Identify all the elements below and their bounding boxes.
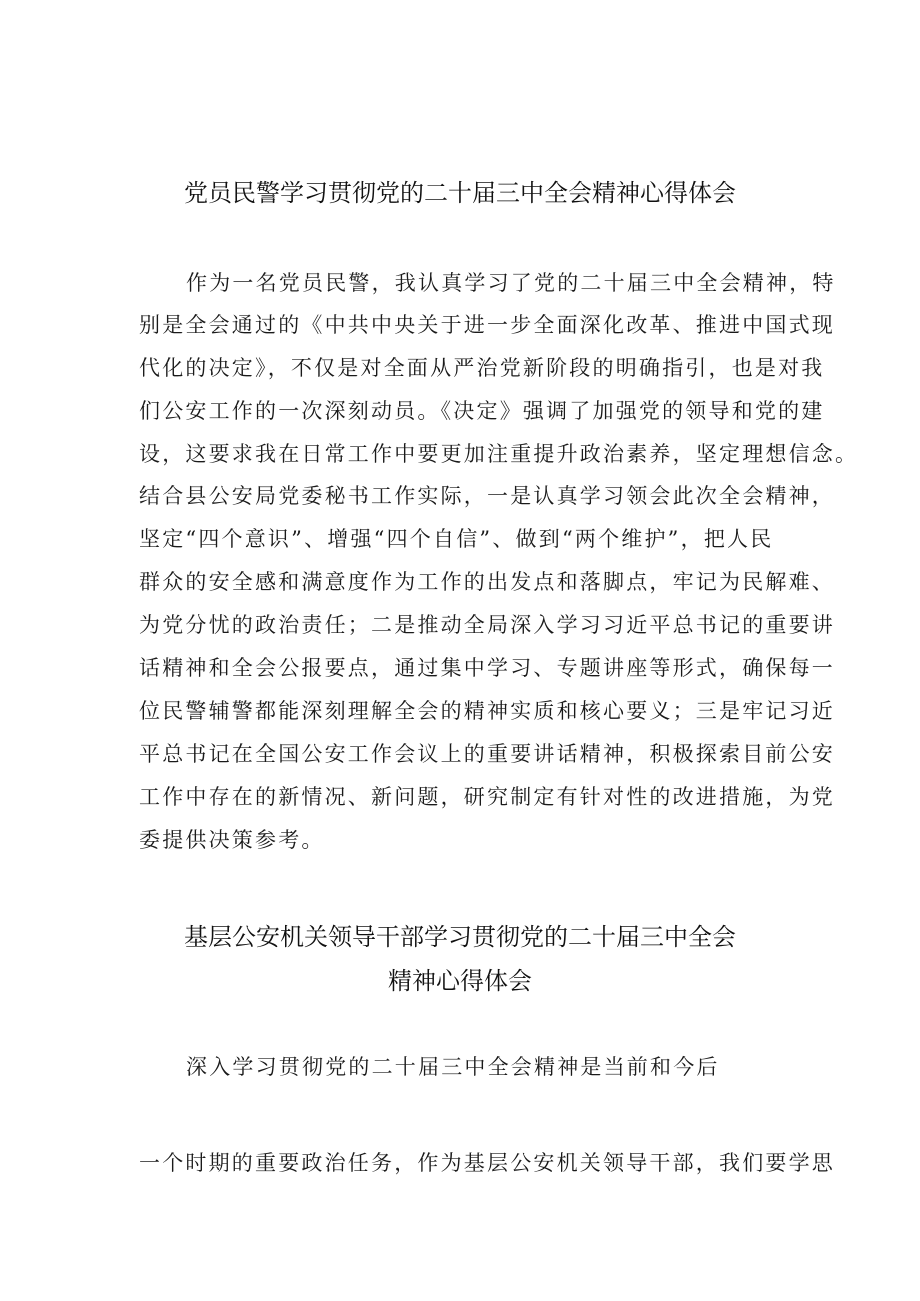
section1-line-1: 作为一名党员民警，我认真学习了党的二十届三中全会精神，特 <box>186 271 836 295</box>
section2-line-2: 一个时期的重要政治任务，作为基层公安机关领导干部，我们要学思 <box>139 1151 835 1175</box>
section1-line-5: 设，这要求我在日常工作中要更加注重提升政治素养，坚定理想信念。 <box>139 442 859 466</box>
section1-line-2: 别是全会通过的《中共中央关于进一步全面深化改革、推进中国式现 <box>139 313 835 337</box>
section1-title: 党员民警学习贯彻党的二十届三中全会精神心得体会 <box>184 179 736 207</box>
section1-line-8: 群众的安全感和满意度作为工作的出发点和落脚点，牢记为民解难、 <box>139 570 835 594</box>
section1-line-13: 工作中存在的新情况、新问题，研究制定有针对性的改进措施，为党 <box>139 785 835 809</box>
section1-line-9: 为党分忧的政治责任；二是推动全局深入学习习近平总书记的重要讲 <box>139 613 835 637</box>
section1-line-7: 坚定“四个意识”、增强“四个自信”、做到“两个维护”，把人民 <box>139 527 774 551</box>
section1-line-4: 们公安工作的一次深刻动员。《决定》强调了加强党的领导和党的建 <box>139 399 825 423</box>
section1-line-11: 位民警辅警都能深刻理解全会的精神实质和核心要义；三是牢记习近 <box>139 699 835 723</box>
section2-title-line-2: 精神心得体会 <box>388 967 532 995</box>
section1-line-10: 话精神和全会公报要点，通过集中学习、专题讲座等形式，确保每一 <box>139 656 835 680</box>
section1-line-12: 平总书记在全国公安工作会议上的重要讲话精神，积极探索目前公安 <box>139 742 835 766</box>
section2-title-line-1: 基层公安机关领导干部学习贯彻党的二十届三中全会 <box>184 923 736 951</box>
section1-line-3: 代化的决定》，不仅是对全面从严治党新阶段的明确指引，也是对我 <box>139 356 825 380</box>
section1-line-6: 结合县公安局党委秘书工作实际，一是认真学习领会此次全会精神， <box>139 484 835 508</box>
section1-line-14: 委提供决策参考。 <box>139 828 325 852</box>
section2-line-1: 深入学习贯彻党的二十届三中全会精神是当前和今后 <box>186 1055 720 1079</box>
